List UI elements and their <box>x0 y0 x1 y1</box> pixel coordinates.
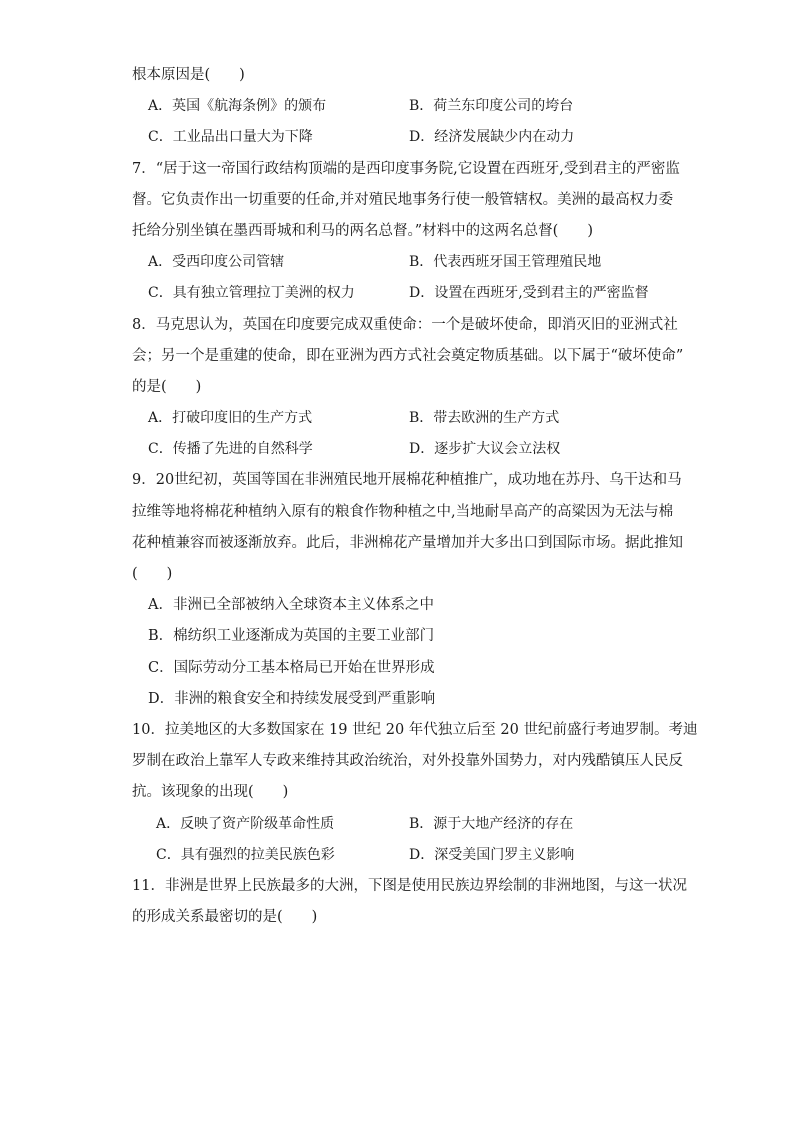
q8-stem-line-2: 会；另一个是重建的使命，即在亚洲为西方式社会奠定物质基础。以下属于“破坏使命” <box>132 347 684 364</box>
q8-options-row-2 <box>132 434 672 465</box>
q8-option-a[interactable]: A．打破印度旧的生产方式 <box>148 410 313 427</box>
q7-option-d[interactable]: D．设置在西班牙,受到君主的严密监督 <box>409 285 649 302</box>
q9-option-b[interactable]: B．棉纺织工业逐渐成为英国的主要工业部门 <box>148 628 435 645</box>
q7-stem-line-3: 托给分别坐镇在墨西哥城和利马的两名总督。”材料中的这两名总督( ) <box>132 222 593 239</box>
q9-stem-line-2: 拉维等地将棉花种植纳入原有的粮食作物种植之中,当地耐旱高产的高粱因为无法与棉 <box>132 503 674 520</box>
q7-option-a[interactable]: A．受西印度公司管辖 <box>148 254 285 271</box>
q10-options-row-2 <box>132 840 672 871</box>
q7-stem-line-1: 7．“居于这一帝国行政结构顶端的是西印度事务院,它设置在西班牙,受到君主的严密监 <box>132 160 680 177</box>
q7-option-b[interactable]: B．代表西班牙国王管理殖民地 <box>409 254 602 271</box>
q9-option-a[interactable]: A．非洲已全部被纳入全球资本主义体系之中 <box>148 597 434 614</box>
q9-stem-line-3: 花种植兼容而被逐渐放弃。此后，非洲棉花产量增加并大多出口到国际市场。据此推知 <box>132 534 683 551</box>
q10-stem-line-3: 抗。该现象的出现( ) <box>132 784 289 801</box>
q8-stem-line-3: 的是( ) <box>132 378 202 395</box>
q7-options-row-1 <box>132 247 672 278</box>
q6-options-row-1 <box>132 91 672 122</box>
q9-stem-line-1: 9．20世纪初，英国等国在非洲殖民地开展棉花种植推广，成功地在苏丹、乌干达和马 <box>132 472 682 489</box>
q10-stem-line-2: 罗制在政治上靠军人专政来维持其政治统治，对外投靠外国势力，对内残酷镇压人民反 <box>132 753 683 770</box>
q9-option-d[interactable]: D．非洲的粮食安全和持续发展受到严重影响 <box>148 690 436 707</box>
q9-stem-line-4: ( ) <box>132 566 173 582</box>
q10-option-a[interactable]: A．反映了资产阶级革命性质 <box>156 815 335 832</box>
q10-stem-line-1: 10．拉美地区的大多数国家在 19 世纪 20 年代独立后至 20 世纪前盛行考迪罗制。考迪 <box>132 721 698 738</box>
q10-option-d[interactable]: D．深受美国门罗主义影响 <box>409 846 575 863</box>
q6-option-a[interactable]: A．英国《航海条例》的颁布 <box>148 98 327 115</box>
q6-stem-tail: 根本原因是( ) <box>132 67 245 83</box>
q8-stem-line-1: 8．马克思认为，英国在印度要完成双重使命：一个是破坏使命，即消灭旧的亚洲式社 <box>132 316 678 333</box>
document-page <box>132 60 698 933</box>
q9-option-c[interactable]: C．国际劳动分工基本格局已开始在世界形成 <box>148 659 435 676</box>
q10-option-b[interactable]: B．源于大地产经济的存在 <box>409 815 574 832</box>
q8-options-row-1 <box>132 403 672 434</box>
q8-option-c[interactable]: C．传播了先进的自然科学 <box>148 441 313 458</box>
q7-stem-line-2: 督。它负责作出一切重要的任命,并对殖民地事务行使一般管辖权。美洲的最高权力委 <box>132 191 674 208</box>
q7-options-row-2 <box>132 278 672 309</box>
q8-option-b[interactable]: B．带去欧洲的生产方式 <box>409 410 560 427</box>
q6-option-c[interactable]: C．工业品出口量大为下降 <box>148 129 313 146</box>
q6-options-row-2 <box>132 122 672 153</box>
q6-option-b[interactable]: B．荷兰东印度公司的垮台 <box>409 98 574 115</box>
q10-options-row-1 <box>132 809 672 840</box>
q7-option-c[interactable]: C．具有独立管理拉丁美洲的权力 <box>148 285 355 302</box>
q8-option-d[interactable]: D．逐步扩大议会立法权 <box>409 441 561 458</box>
q11-stem-line-2: 的形成关系最密切的是( ) <box>132 909 318 926</box>
q11-stem-line-1: 11．非洲是世界上民族最多的大洲，下图是使用民族边界绘制的非洲地图，与这一状况 <box>132 877 687 894</box>
q6-option-d[interactable]: D．经济发展缺少内在动力 <box>409 129 575 146</box>
q10-option-c[interactable]: C．具有强烈的拉美民族色彩 <box>156 846 335 863</box>
